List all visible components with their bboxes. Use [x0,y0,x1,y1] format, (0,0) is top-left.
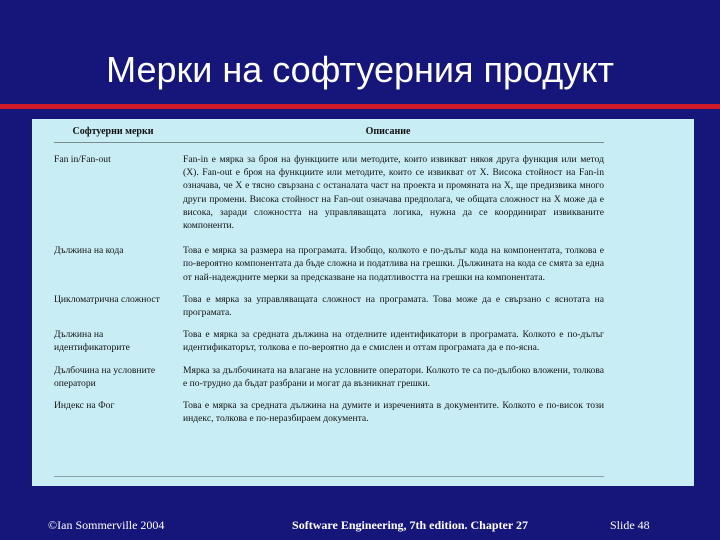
metric-description: Мярка за дълбочината на влагане на условните оператори. Колкото те са по-дълбоко вложени, толкова е по-трудно да бъдат разбрани и могат да възникнат грешки. [183,364,604,389]
metric-name: Дължина на идентификаторите [54,329,130,354]
table-header [54,125,604,143]
metric-name: Дължина на кода [54,245,124,257]
table-row [54,399,604,425]
metric-name: Fan in/Fan-out [54,154,111,165]
metric-name: Цикломатрична сложност [54,293,160,305]
metric-name: Индекс на Фог [54,400,115,412]
metric-description: Това е мярка за управляващата сложност на програмата. Това може да е свързано с яснотата на програмата. [183,293,604,319]
metric-description: Това е мярка за средната дължина на отделните идентификатори в програмата. Колкото е по-дълъг идентификаторът, толкова е по-вероятно да е смислен и оттам програмата да е по-ясна. [183,329,604,354]
footer-slide-number: Slide 48 [610,518,650,532]
table-row [54,244,604,284]
slide-title: Мерки на софтуерния продукт [106,49,614,90]
footer-book-title: Software Engineering, 7th edition. Chapter 27 [292,518,528,532]
table-row [54,293,604,319]
header-metric: Софтуерни мерки [72,126,154,137]
table-row [54,328,604,354]
title-divider [0,104,720,109]
content-panel [32,119,694,486]
metric-description: Това е мярка за размера на програмата. Изобщо, колкото е по-дълъг кода на компонентата, толкова е по-вероятно компонентата да бъде сложна и податлива на грешки. Дължината на кода се смята за една от най-надеждните мерки за предсказване на податливостта на грешки на компонентата. [183,245,604,283]
metric-description: Fan-in е мярка за броя на функциите или методите, които извикват някоя друга функция или метод (X). Fan-out е броя на функциите или методите, които се извикват от X. Висока стойност на Fan-in означава, че X е тясно свързана с останалата част на проекта и промяната на X, ще предизвика много други промени. Висока стойност на Fan-out означава предполага, че общата сложност на X може да е висока, заради сложността на управляващата логика, нужна да се координират извикваните компоненти. [183,154,604,232]
footer-copyright: ©Ian Sommerville 2004 [48,518,165,532]
table-bottom-rule [54,476,604,477]
table-row [54,153,604,232]
table-row [54,364,604,390]
header-description: Описание [365,126,411,137]
metrics-table [54,125,604,425]
metric-description: Това е мярка за средната дължина на думите и изреченията в документите. Колкото е по-висок този индекс, толкова е по-неразбираем документа. [183,400,604,425]
metric-name: Дълбочина на условните оператори [54,364,156,389]
